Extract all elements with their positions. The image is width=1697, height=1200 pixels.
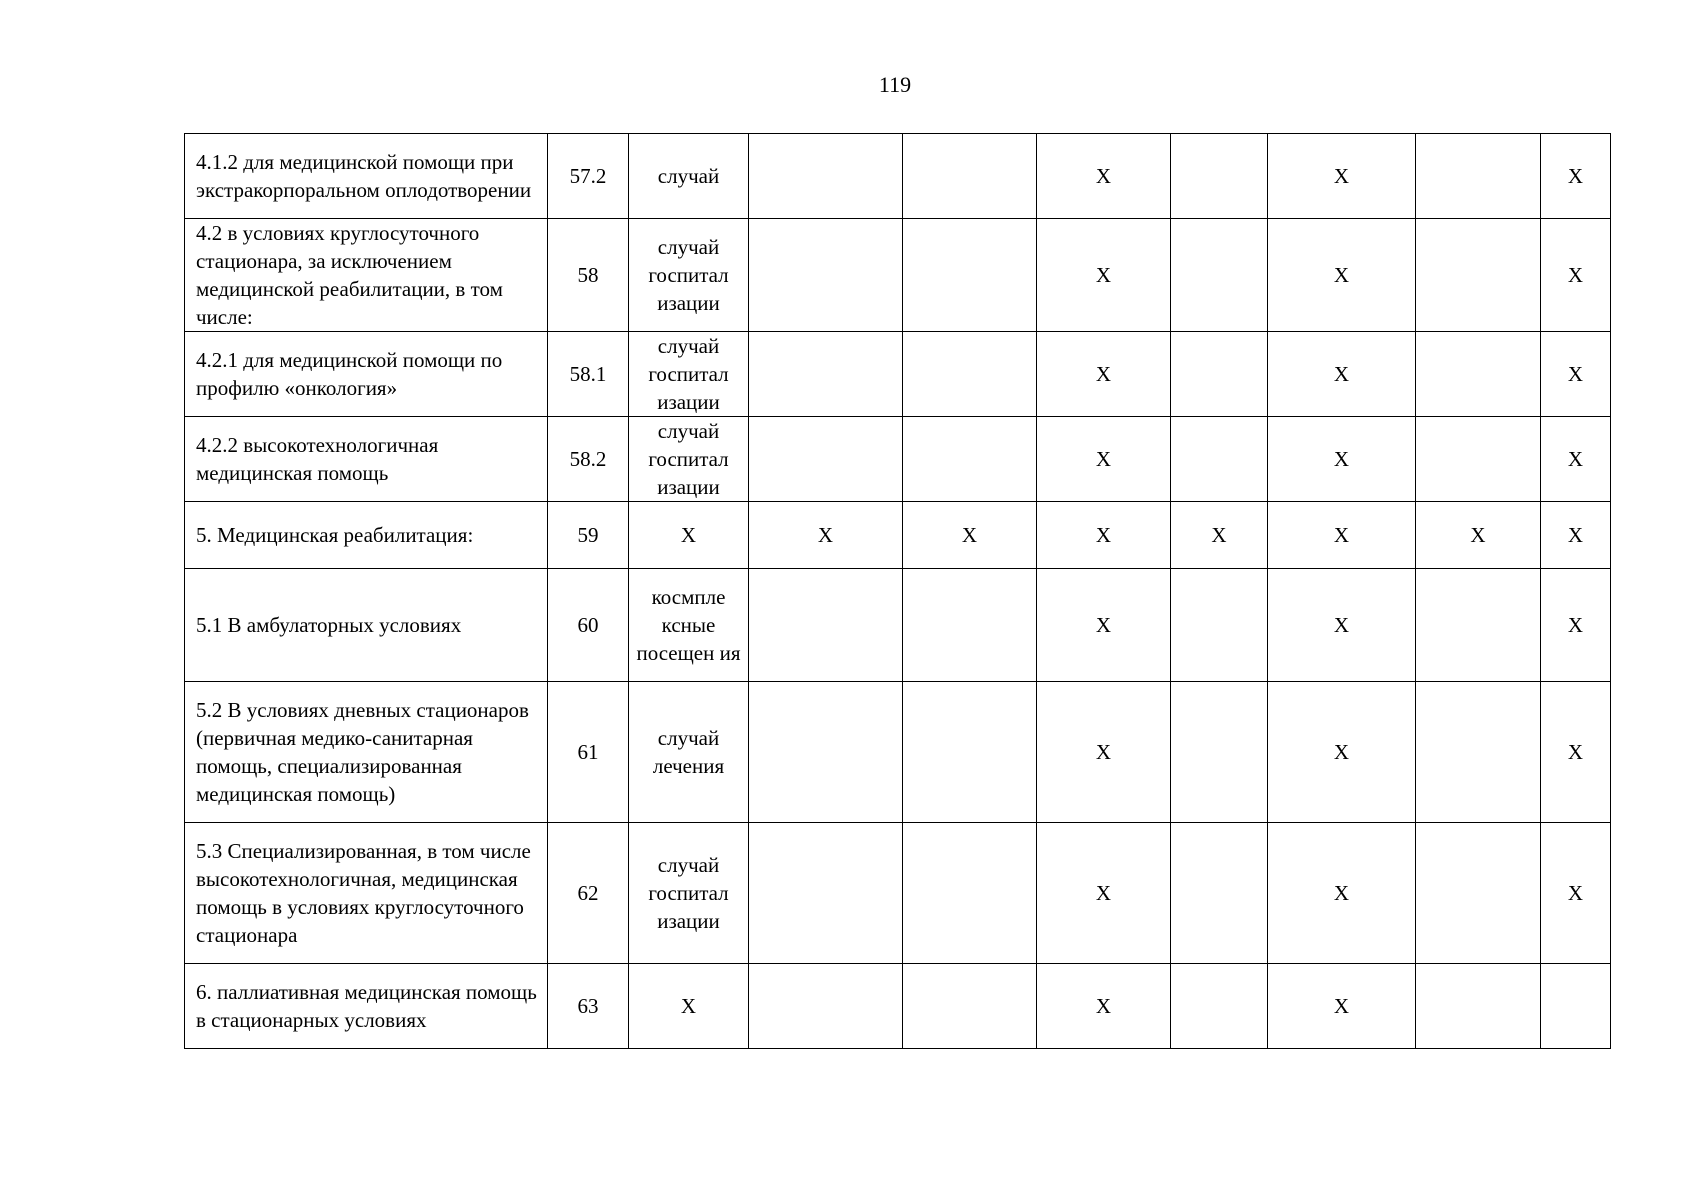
value-cell: [1171, 219, 1268, 332]
value-cell: [1416, 682, 1541, 823]
row-code-cell: 58.1: [548, 332, 629, 417]
row-name-cell: 4.2.2 высокотехнологичная медицинская помощь: [185, 417, 548, 502]
row-unit-cell: случай госпитал изации: [629, 417, 749, 502]
value-cell: [1416, 823, 1541, 964]
value-cell: [1171, 964, 1268, 1049]
value-cell: X: [1268, 823, 1416, 964]
value-cell: [1171, 569, 1268, 682]
row-name-cell: 4.2.1 для медицинской помощи по профилю «онкология»: [185, 332, 548, 417]
page-number: 119: [878, 72, 912, 97]
value-cell: [749, 823, 903, 964]
value-cell: [749, 134, 903, 219]
value-cell: X: [1268, 964, 1416, 1049]
table-row: [185, 964, 1611, 1049]
value-cell: [1416, 219, 1541, 332]
value-cell: [749, 569, 903, 682]
table-row: [185, 502, 1611, 569]
value-cell: [1541, 964, 1611, 1049]
table-row: [185, 219, 1611, 332]
row-name-cell: 5.1 В амбулаторных условиях: [185, 569, 548, 682]
row-name-cell: 5.2 В условиях дневных стационаров (первичная медико-санитарная помощь, специализированная медицинская помощь): [185, 682, 548, 823]
row-code-cell: 60: [548, 569, 629, 682]
table-row: [185, 682, 1611, 823]
row-unit-cell: космпле ксные посещен ия: [629, 569, 749, 682]
value-cell: X: [1541, 502, 1611, 569]
row-unit-cell: случай лечения: [629, 682, 749, 823]
value-cell: X: [1037, 964, 1171, 1049]
value-cell: X: [1268, 417, 1416, 502]
value-cell: X: [1037, 219, 1171, 332]
value-cell: X: [1541, 332, 1611, 417]
value-cell: [903, 417, 1037, 502]
row-unit-cell: X: [629, 502, 749, 569]
table-row: [185, 569, 1611, 682]
value-cell: [903, 219, 1037, 332]
table-row: [185, 332, 1611, 417]
value-cell: [749, 332, 903, 417]
row-code-cell: 63: [548, 964, 629, 1049]
row-name-cell: 4.1.2 для медицинской помощи при экстракорпоральном оплодотворении: [185, 134, 548, 219]
row-name-cell: 5. Медицинская реабилитация:: [185, 502, 548, 569]
value-cell: X: [903, 502, 1037, 569]
value-cell: [1171, 682, 1268, 823]
table-row: [185, 134, 1611, 219]
data-table: [184, 133, 1611, 1049]
value-cell: [1416, 332, 1541, 417]
table-row: [185, 823, 1611, 964]
row-code-cell: 58.2: [548, 417, 629, 502]
value-cell: X: [1541, 682, 1611, 823]
row-unit-cell: случай госпитал изации: [629, 332, 749, 417]
value-cell: X: [1037, 502, 1171, 569]
value-cell: [903, 823, 1037, 964]
value-cell: X: [1268, 502, 1416, 569]
value-cell: [749, 417, 903, 502]
value-cell: X: [1037, 417, 1171, 502]
row-code-cell: 59: [548, 502, 629, 569]
value-cell: X: [1037, 134, 1171, 219]
value-cell: [903, 134, 1037, 219]
value-cell: X: [1268, 332, 1416, 417]
value-cell: X: [749, 502, 903, 569]
row-code-cell: 62: [548, 823, 629, 964]
value-cell: [1171, 417, 1268, 502]
value-cell: [749, 219, 903, 332]
value-cell: X: [1268, 569, 1416, 682]
value-cell: [903, 569, 1037, 682]
row-unit-cell: случай: [629, 134, 749, 219]
row-name-cell: 5.3 Специализированная, в том числе высокотехнологичная, медицинская помощь в условиях круглосуточного стационара: [185, 823, 548, 964]
row-code-cell: 58: [548, 219, 629, 332]
row-unit-cell: X: [629, 964, 749, 1049]
table-body: [185, 134, 1611, 1049]
value-cell: X: [1541, 823, 1611, 964]
row-unit-cell: случай госпитал изации: [629, 219, 749, 332]
value-cell: X: [1037, 682, 1171, 823]
value-cell: [749, 682, 903, 823]
table-row: [185, 417, 1611, 502]
value-cell: X: [1416, 502, 1541, 569]
value-cell: X: [1268, 219, 1416, 332]
value-cell: [1416, 134, 1541, 219]
value-cell: [1416, 417, 1541, 502]
value-cell: [1416, 964, 1541, 1049]
value-cell: [903, 682, 1037, 823]
value-cell: X: [1037, 569, 1171, 682]
value-cell: [1416, 569, 1541, 682]
value-cell: [1171, 332, 1268, 417]
row-name-cell: 6. паллиативная медицинская помощь в стационарных условиях: [185, 964, 548, 1049]
value-cell: [1171, 823, 1268, 964]
row-name-cell: 4.2 в условиях круглосуточного стационара, за исключением медицинской реабилитации, в том числе:: [185, 219, 548, 332]
value-cell: X: [1268, 134, 1416, 219]
value-cell: X: [1171, 502, 1268, 569]
value-cell: [749, 964, 903, 1049]
value-cell: X: [1037, 332, 1171, 417]
row-code-cell: 61: [548, 682, 629, 823]
value-cell: [1171, 134, 1268, 219]
value-cell: X: [1541, 134, 1611, 219]
row-unit-cell: случай госпитал изации: [629, 823, 749, 964]
value-cell: X: [1541, 417, 1611, 502]
value-cell: X: [1037, 823, 1171, 964]
value-cell: X: [1541, 569, 1611, 682]
value-cell: [903, 964, 1037, 1049]
value-cell: X: [1268, 682, 1416, 823]
row-code-cell: 57.2: [548, 134, 629, 219]
value-cell: [903, 332, 1037, 417]
value-cell: X: [1541, 219, 1611, 332]
